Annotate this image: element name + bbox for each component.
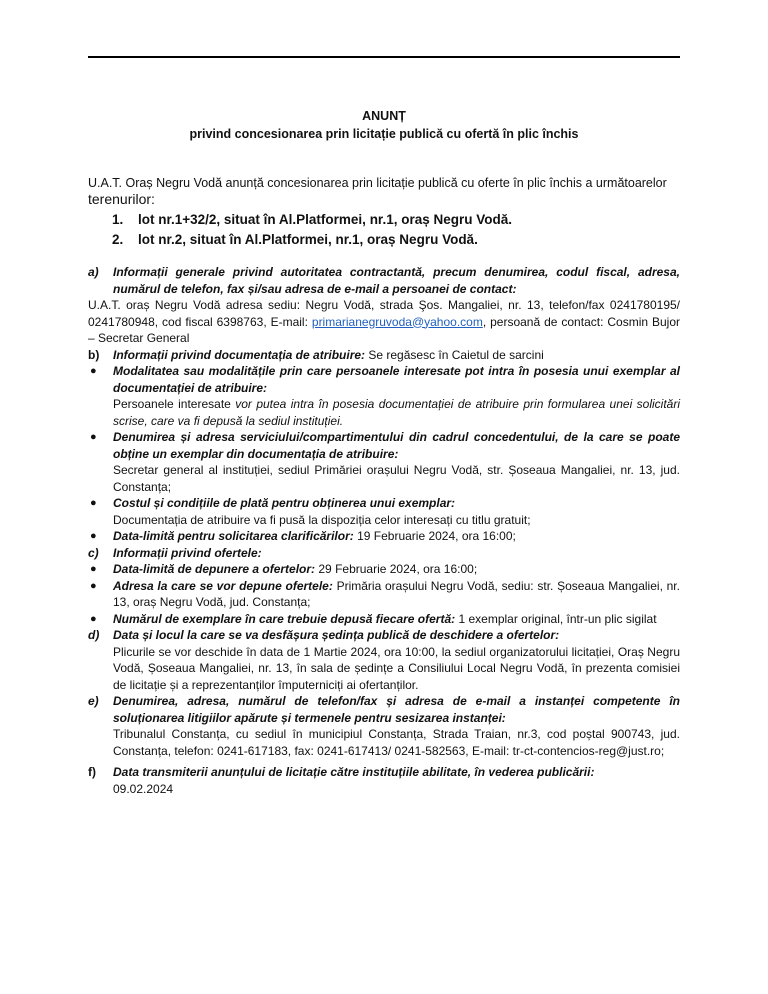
bullet-heading: Data-limită de depunere a ofertelor: — [113, 562, 316, 576]
bullet-text — [88, 396, 680, 429]
lot-text: lot nr.1+32/2, situat în Al.Platformei, nr.1, oraș Negru Vodă. — [138, 212, 512, 227]
text-plain: Persoanele interesate — [113, 397, 236, 411]
section-c — [88, 545, 680, 562]
contact-person: , persoană de contact: Cosmin Bujor – Secretar General — [88, 314, 680, 345]
header-rule — [88, 56, 680, 58]
bullet-text: 1 exemplar original, într-un plic sigilat — [455, 611, 657, 626]
bullet-icon: ● — [90, 431, 97, 443]
bullet-text: 29 Februarie 2024, ora 16:00; — [315, 562, 478, 576]
bullet-text: Documentația de atribuire va fi pusă la dispoziția celor interesați cu titlu gratuit; — [113, 512, 531, 527]
bullet-item — [88, 528, 680, 545]
bullet-item — [88, 429, 680, 462]
section-a-text — [88, 297, 680, 347]
section-text: Se regăsesc în Caietul de sarcini — [365, 347, 544, 362]
section-heading: Informații privind ofertele: — [113, 545, 262, 560]
section-f — [88, 764, 680, 781]
contact-text: U.A.T. oraș Negru Vodă adresa sediu: Negru Vodă, strada Şos. Mangaliei, nr. 13, telefon/fax 0241780195/ 0241780948, cod fiscal 6398763, E-mail: — [88, 298, 680, 329]
lot-text: lot nr.2, situat în Al.Platformei, nr.1, oraș Negru Vodă. — [138, 231, 478, 247]
section-e — [88, 693, 680, 726]
announcement-body — [88, 264, 680, 797]
list-item — [112, 210, 512, 230]
bullet-icon: ● — [90, 365, 97, 377]
announcement-title: ANUNȚ — [362, 109, 406, 123]
bullet-item — [88, 611, 680, 628]
section-d — [88, 627, 680, 644]
bullet-icon: ● — [90, 497, 97, 509]
bullet-heading: Data-limită pentru solicitarea clarificărilor: — [113, 529, 354, 543]
section-heading: Informații generale privind autoritatea contractantă, precum denumirea, codul fiscal, adresa, numărul de telefon, fax și/sau adresa de e-mail a persoanei de contact: — [113, 265, 680, 296]
bullet-heading: Modalitatea sau modalitățile prin care persoanele interesate pot intra în posesia unui exemplar al documentației de atribuire: — [113, 364, 680, 395]
section-marker: c) — [88, 545, 99, 560]
bullet-item — [88, 363, 680, 396]
bullet-heading: Adresa la care se vor depune ofertele: — [113, 578, 333, 593]
section-marker: e) — [88, 694, 99, 708]
section-heading: Data transmiterii anunțului de licitație către instituțiile abilitate, în vederea publicării: — [113, 765, 595, 779]
email-link[interactable]: primarianegruvoda@yahoo.com — [311, 314, 483, 329]
section-f-text: 09.02.2024 — [113, 781, 174, 796]
bullet-icon: ● — [90, 612, 97, 625]
intro-line-1: U.A.T. Oraș Negru Vodă anunță concesionarea prin licitație publică cu oferte în plic închis a următoarelor — [88, 176, 667, 190]
section-a — [88, 264, 680, 297]
section-d-text: Plicurile se vor deschide în data de 1 Martie 2024, ora 10:00, la sediul organizatorului licitației, Oraș Negru Vodă, Șoseaua Mangaliei, nr. 13, în sala de ședințe a Consiliului Local Negru Vodă, în prezenta comisiei de licitație și a reprezentanților împuterniciți ai ofertanților. — [113, 644, 680, 692]
lot-number: 2. — [112, 231, 124, 247]
section-heading: Denumirea, adresa, numărul de telefon/fax și adresa de e-mail a instanței competente în soluționarea litigiilor apărute și termenele pentru sesizarea instanței: — [113, 694, 680, 725]
section-marker: a) — [88, 265, 99, 279]
bullet-heading: Denumirea și adresa serviciului/compartimentului din cadrul concedentului, de la care se poate obține un exemplar din documentația de atribuire: — [113, 430, 680, 461]
section-b — [88, 347, 680, 364]
bullet-text: Secretar general al instituției, sediul Primăriei orașului Negru Vodă, str. Șoseaua Mangaliei, nr. 13, jud. Constanța; — [113, 463, 680, 494]
bullet-text: Primăria orașului Negru Vodă, sediu: str. Șoseaua Mangaliei, nr. 13, oraș Negru Vodă, jud. Constanța; — [113, 578, 680, 609]
intro-paragraph — [88, 175, 680, 207]
lot-list — [112, 210, 512, 249]
section-e-text: Tribunalul Constanța, cu sediul în municipiul Constanța, Strada Traian, nr.3, cod poștal 900743, jud. Constanța, telefon: 0241-617183, fax: 0241-617413/ 0241-582563, E-mail: tr-ct-contencios-reg@just.ro; — [113, 727, 680, 758]
section-heading: Informații privind documentația de atribuire: — [113, 347, 366, 362]
section-heading: Data și locul la care se va desfășura ședința publică de deschidere a ofertelor: — [113, 628, 560, 642]
section-marker: f) — [88, 765, 96, 779]
list-item — [112, 230, 512, 250]
bullet-text: 19 Februarie 2024, ora 16:00; — [353, 529, 516, 543]
bullet-icon: ● — [90, 579, 97, 592]
section-marker: b) — [88, 347, 100, 362]
text-italic: vor putea intra în posesia documentației de atribuire prin formularea unei solicitări scrise, care va fi depusă la sediul instituției. — [113, 397, 680, 428]
bullet-heading: Costul și condițiile de plată pentru obținerea unui exemplar: — [113, 496, 456, 510]
bullet-icon: ● — [90, 563, 97, 575]
bullet-item — [88, 561, 680, 578]
bullet-heading: Numărul de exemplare în care trebuie depusă fiecare ofertă: — [113, 611, 456, 626]
bullet-icon: ● — [90, 530, 97, 542]
intro-line-2: terenurilor: — [88, 191, 155, 207]
bullet-item — [88, 578, 680, 611]
section-marker: d) — [88, 628, 100, 642]
announcement-subtitle: privind concesionarea prin licitație publică cu ofertă în plic închis — [189, 127, 579, 141]
lot-number: 1. — [112, 212, 124, 227]
bullet-item — [88, 495, 680, 512]
